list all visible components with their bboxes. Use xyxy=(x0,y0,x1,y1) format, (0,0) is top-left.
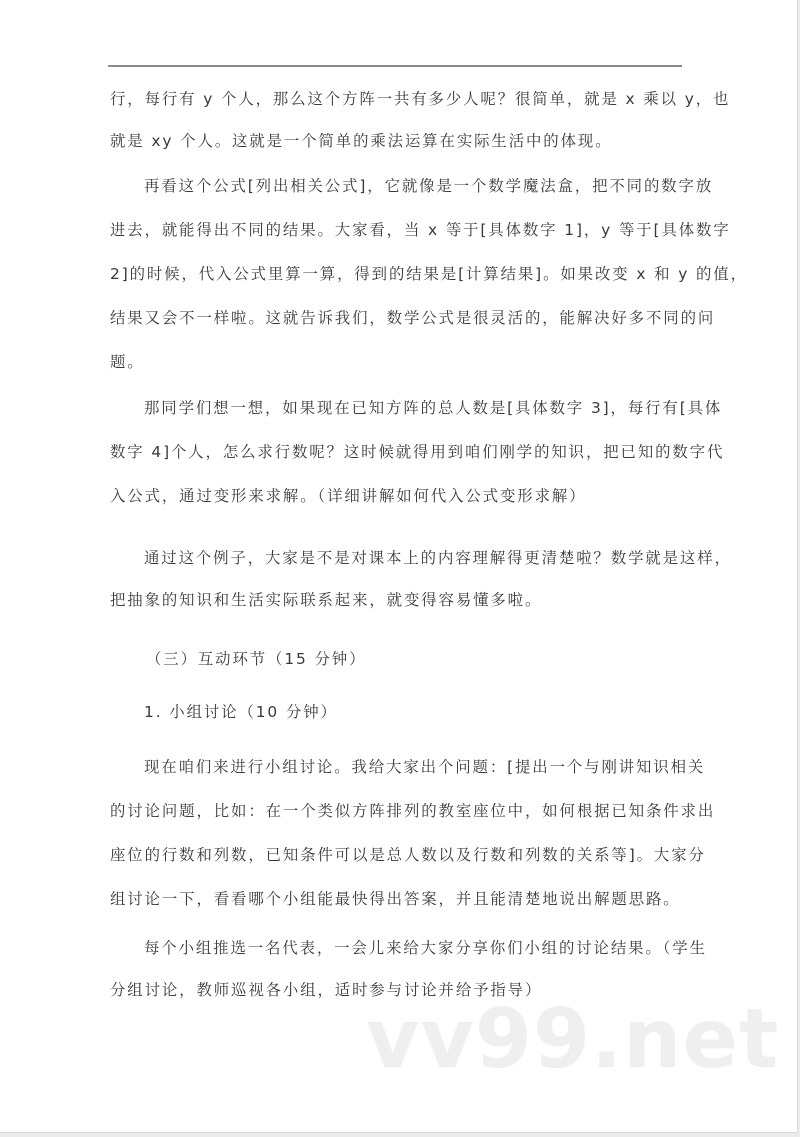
text-line: 1. 小组讨论（10 分钟） xyxy=(144,703,338,721)
watermark: vv99.net xyxy=(366,992,780,1087)
text-line: 每个小组推选一名代表，一会儿来给大家分享你们小组的讨论结果。（学生 xyxy=(144,939,707,957)
text-line: 那同学们想一想，如果现在已知方阵的总人数是[具体数字 3]，每行有[具体 xyxy=(144,399,723,417)
text-line: 再看这个公式[列出相关公式]，它就像是一个数学魔法盒，把不同的数字放 xyxy=(144,177,714,195)
header-rule xyxy=(108,65,682,67)
text-line: 就是 xy 个人。这就是一个简单的乘法运算在实际生活中的体现。 xyxy=(110,132,613,150)
text-line: 进去，就能得出不同的结果。大家看，当 x 等于[具体数字 1]，y 等于[具体数字 xyxy=(110,221,731,239)
text-line: （三）互动环节（15 分钟） xyxy=(146,650,367,668)
text-line: 分组讨论，教师巡视各小组，适时参与讨论并给予指导） xyxy=(110,981,543,999)
text-line: 结果又会不一样啦。这就告诉我们，数学公式是很灵活的，能解决好多不同的问 xyxy=(110,309,716,327)
text-line: 2]的时候，代入公式里算一算，得到的结果是[计算结果]。如果改变 x 和 y 的值， xyxy=(110,265,748,283)
text-line: 通过这个例子，大家是不是对课本上的内容理解得更清楚啦？数学就是这样， xyxy=(144,549,732,567)
text-line: 数字 4]个人，怎么求行数呢？这时候就得用到咱们刚学的知识，把已知的数字代 xyxy=(110,443,725,461)
text-line: 题。 xyxy=(110,353,145,371)
text-line: 现在咱们来进行小组讨论。我给大家出个问题：[提出一个与刚讲知识相关 xyxy=(144,758,706,776)
text-line: 入公式，通过变形来求解。（详细讲解如何代入公式变形求解） xyxy=(110,487,587,505)
text-line: 组讨论一下，看看哪个小组能最快得出答案，并且能清楚地说出解题思路。 xyxy=(110,890,681,908)
text-line: 行，每行有 y 个人，那么这个方阵一共有多少人呢？很简单，就是 x 乘以 y，也 xyxy=(110,90,731,108)
text-line: 座位的行数和列数，已知条件可以是总人数以及行数和列数的关系等]。大家分 xyxy=(110,846,706,864)
text-line: 的讨论问题，比如：在一个类似方阵排列的教室座位中，如何根据已知条件求出 xyxy=(110,802,716,820)
text-line: 把抽象的知识和生活实际联系起来，就变得容易懂多啦。 xyxy=(110,591,543,609)
